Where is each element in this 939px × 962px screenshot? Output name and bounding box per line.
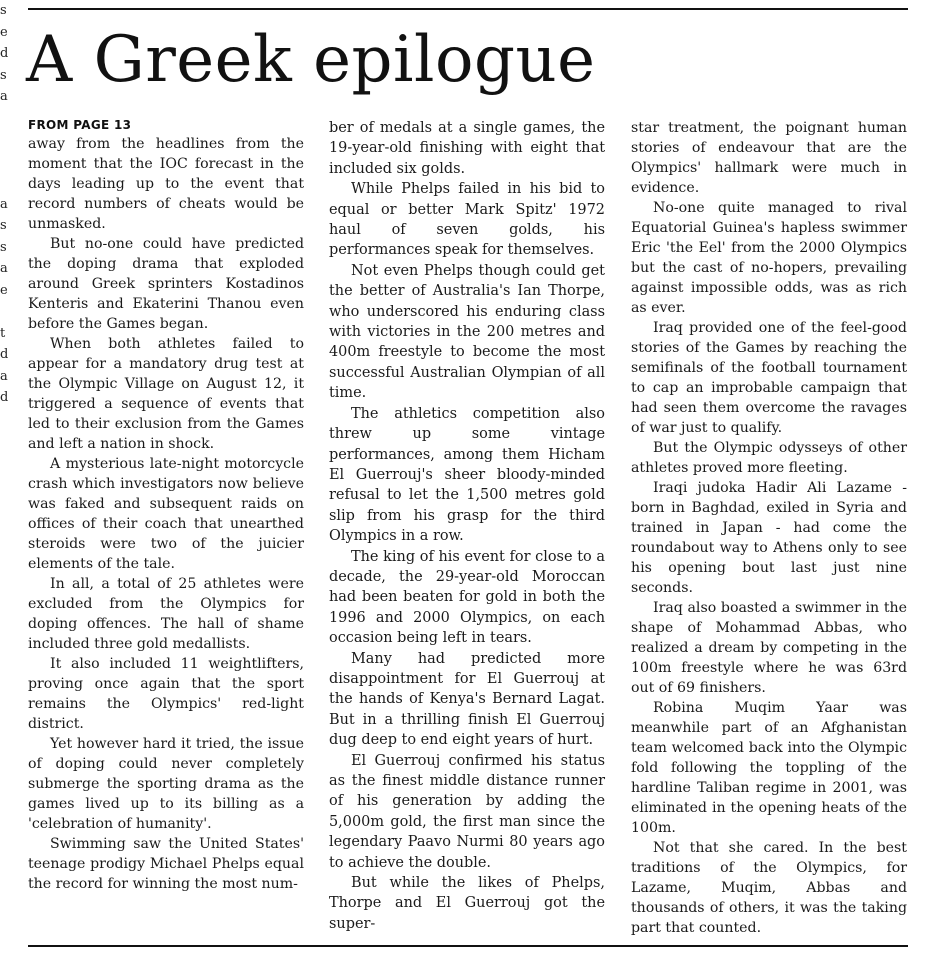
paragraph: The athletics competition also threw up some vintage performances, among them Hicham El Guerrouj's sheer bloody-minded refusal to let the 1,500 metres gold slip from his grasp for the third Olympics in a row. [329, 405, 605, 545]
gutter-letter: a [0, 196, 8, 212]
gutter-letter [0, 301, 12, 323]
gutter-letter: a [0, 368, 8, 384]
article-column-3 [631, 118, 907, 938]
paragraph: Swimming saw the United States' teenage prodigy Michael Phelps equal the record for winning the most num- [28, 836, 304, 892]
paragraph: No-one quite managed to rival Equatorial Guinea's hapless swimmer Eric 'the Eel' from the 2000 Olympics but the cast of no-hopers, prevailing against impossible odds, was as rich as ever. [631, 200, 907, 316]
paragraph: Robina Muqim Yaar was meanwhile part of an Afghanistan team welcomed back into the Olympic fold following the toppling of the hardline Taliban regime in 2001, was eliminated in the opening heats of the 100m. [631, 700, 907, 836]
paragraph: A mysterious late-night motorcycle crash which investigators now believe was faked and subsequent raids on offices of their coach that unearthed steroids were two of the juicier elements of the tale. [28, 456, 304, 572]
gutter-letter: a [0, 261, 8, 276]
paragraph: Yet however hard it tried, the issue of doping could never completely submerge the sporting drama as the games lived up to its billing as a 'celebration of humanity'. [28, 736, 304, 832]
top-rule [28, 8, 908, 10]
gutter-letter: d [0, 390, 9, 405]
paragraph: Iraq provided one of the feel-good stories of the Games by reaching the semifinals of the football tournament to cap an improbable campaign that had seen them overcome the ravages of war just to qualify. [631, 320, 907, 436]
article-column-1 [28, 118, 304, 894]
gutter-letter [0, 108, 12, 130]
previous-page-edge-text [0, 0, 12, 962]
gutter-letter: a [0, 89, 8, 104]
paragraph: Iraqi judoka Hadir Ali Lazame - born in Baghdad, exiled in Syria and trained in Japan - had come the roundabout way to Athens only to see his opening bout last just nine seconds. [631, 480, 907, 596]
gutter-letter: s [0, 67, 7, 83]
paragraph: But no-one could have predicted the doping drama that exploded around Greek sprinters Kostadinos Kenteris and Ekaterini Thanou even before the Games began. [28, 236, 304, 332]
paragraph: But while the likes of Phelps, Thorpe and El Guerrouj got the super- [329, 875, 605, 932]
paragraph: star treatment, the poignant human stories of endeavour that are the Olympics' hallmark were much in evidence. [631, 120, 907, 196]
paragraph: In all, a total of 25 athletes were excluded from the Olympics for doping offences. The hall of shame included three gold medallists. [28, 576, 304, 652]
article-column-2 [329, 118, 605, 934]
headline: A Greek epilogue [26, 23, 596, 97]
gutter-letter: s [0, 239, 7, 255]
paragraph: The king of his event for close to a decade, the 29-year-old Moroccan had been beaten for gold in both the 1996 and 2000 Olympics, on each occasion being left in tears. [329, 548, 605, 647]
gutter-letter: e [0, 24, 8, 40]
paragraph: It also included 11 weightlifters, proving once again that the sport remains the Olympics' red-light district. [28, 656, 304, 732]
paragraph: away from the headlines from the moment that the IOC forecast in the days leading up to the event that record numbers of cheats would be unmasked. [28, 136, 304, 232]
paragraph: While Phelps failed in his bid to equal or better Mark Spitz' 1972 haul of seven golds, his performances speak for themselves. [329, 181, 605, 259]
gutter-letter [0, 151, 12, 173]
gutter-letter: s [0, 3, 7, 18]
paragraph: El Guerrouj confirmed his status as the finest middle distance runner of his generation by adding the 5,000m gold, the first man since the legendary Paavo Nurmi 80 years ago to achieve the double. [329, 752, 605, 871]
gutter-letter: s [0, 218, 7, 233]
paragraph: Not even Phelps though could get the better of Australia's Ian Thorpe, who underscored his enduring class with victories in the 200 metres and 400m freestyle to become the most successful Australian Olympian of all time. [329, 262, 605, 402]
paragraph: Not that she cared. In the best traditions of the Olympics, for Lazame, Muqim, Abbas and thousands of others, it was the taking part that counted. [631, 840, 907, 936]
paragraph: Many had predicted more disappointment for El Guerrouj at the hands of Kenya's Bernard Lagat. But in a thrilling finish El Guerrouj dug deep to end eight years of hurt. [329, 650, 605, 749]
paragraph: But the Olympic odysseys of other athletes proved more fleeting. [631, 440, 907, 476]
paragraph: ber of medals at a single games, the 19-year-old finishing with eight that included six golds. [329, 120, 605, 177]
gutter-letter [0, 129, 12, 151]
gutter-letter: d [0, 347, 9, 362]
gutter-letter [0, 172, 12, 194]
gutter-letter: d [0, 46, 9, 61]
gutter-letter: t [0, 325, 6, 341]
paragraph: Iraq also boasted a swimmer in the shape of Mohammad Abbas, who realized a dream by competing in the 100m freestyle where he was 63rd out of 69 finishers. [631, 600, 907, 696]
paragraph: When both athletes failed to appear for a mandatory drug test at the Olympic Village on August 12, it triggered a sequence of events that led to their exclusion from the Games and left a nation in shock. [28, 336, 304, 452]
bottom-rule [28, 945, 908, 947]
gutter-letter: e [0, 282, 8, 298]
continuation-kicker: FROM PAGE 13 [28, 118, 132, 132]
